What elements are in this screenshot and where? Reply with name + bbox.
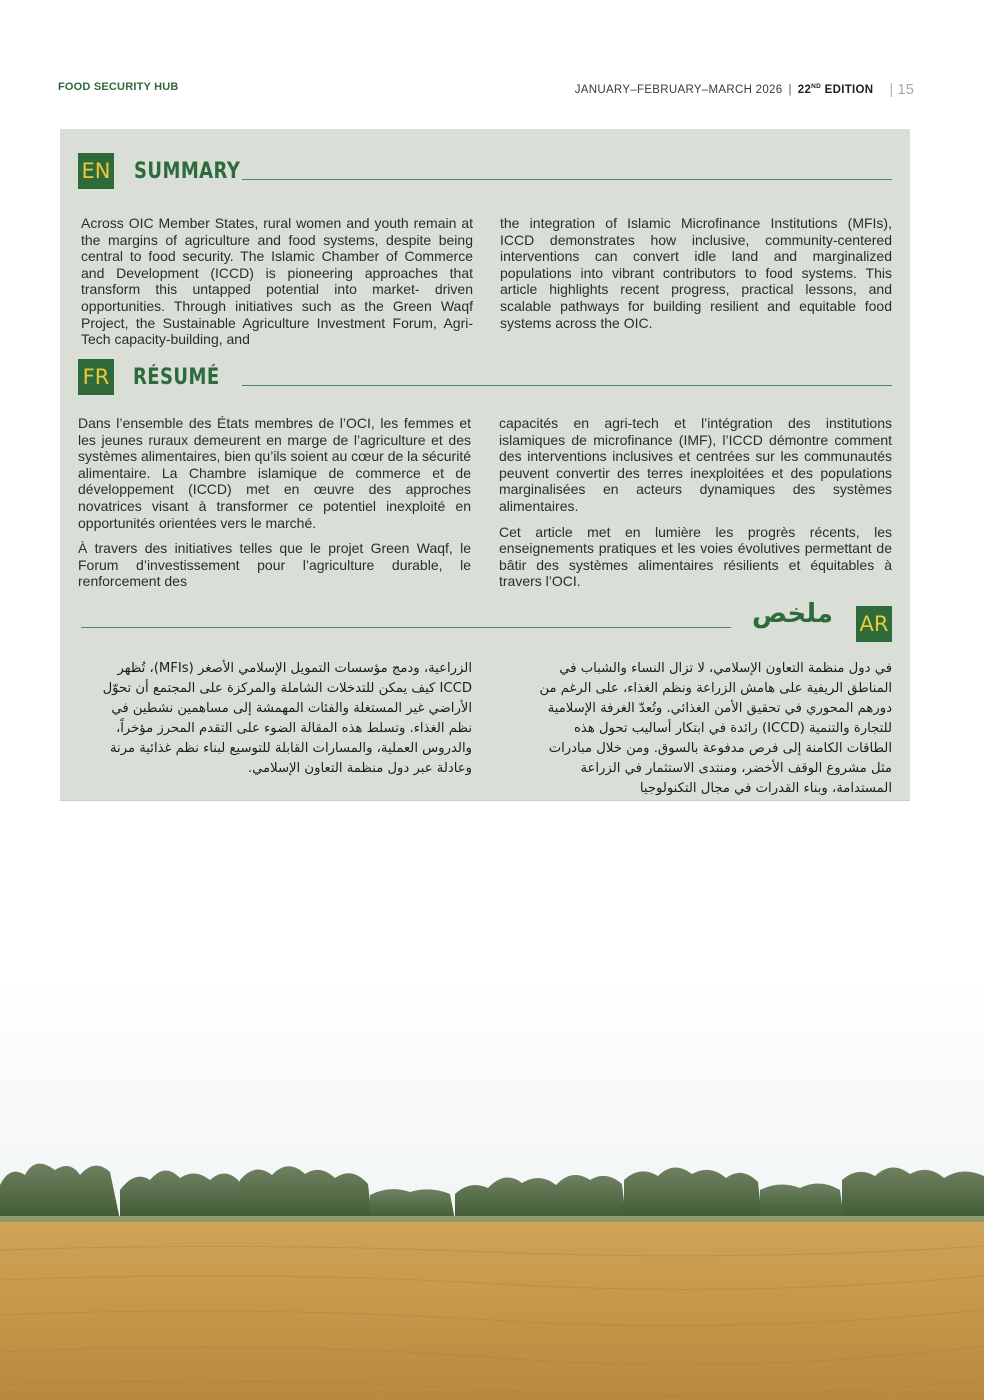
section-divider	[242, 385, 892, 386]
language-badge-ar: AR	[856, 606, 892, 642]
page-number: | 15	[889, 81, 914, 98]
section-divider	[81, 627, 731, 628]
summary-ar-paragraph: الزراعية، ودمج مؤسسات التمويل الإسلامي الأصغر (MFIs)، تُظهر ICCD كيف يمكن للتدخلات الشاملة والمركزة على المجتمع أن تحوّل الأراضي غير المستغلة والفئات المهمشة إلى مساهمين نشطين في نظم الغذاء. وتسلط هذه المقالة الضوء على التقدم المحرز مؤخراً، والدروس العملية، والمسارات القابلة للتوسيع لبناء نظم غذائية مرنة وعادلة عبر دول منظمة التعاون الإسلامي.	[102, 661, 472, 776]
summary-heading-fr: RÉSUMÉ	[133, 365, 220, 390]
issue-info	[575, 81, 914, 98]
summary-fr-paragraph: Dans l’ensemble des États membres de l’OCI, les femmes et les jeunes ruraux demeurent en marge de l’agriculture et des systèmes alimentaires, bien qu’ils soient au cœur de la sécurité alimentaire. La Chambre islamique de commerce et de développement (ICCD) met en œuvre des approches novatrices visant à transformer ce potentiel inexploité en opportunités orientées vers le marché.	[78, 415, 471, 531]
summary-ar-column-right	[526, 659, 892, 799]
summary-fr-paragraph: Cet article met en lumière les progrès récents, les enseignements pratiques et les voies évolutives permettant de bâtir des systèmes alimentaires résilients et équitables à travers l’OCI.	[499, 523, 892, 590]
wheat-field-illustration	[0, 980, 984, 1400]
issue-date: JANUARY–FEBRUARY–MARCH 2026	[574, 83, 783, 96]
summary-ar-paragraph: في دول منظمة التعاون الإسلامي، لا تزال النساء والشباب في المناطق الريفية على هامش الزراعة ونظم الغذاء، على الرغم من دورهم المحوري في تحقيق الأمن الغذائي. وتُعدّ الغرفة الإسلامية للتجارة والتنمية (ICCD) رائدة في ابتكار أساليب تحول هذه الطاقات الكامنة إلى فرص مدفوعة بالسوق. ومن خلال مبادرات مثل مشروع الوقف الأخضر، ومنتدى الاستثمار في الزراعة المستدامة، وبناء القدرات في مجال التكنولوجيا	[539, 661, 892, 796]
edition-text: EDITION	[821, 84, 874, 96]
summary-heading-ar: ملخص	[752, 599, 833, 629]
summary-en-paragraph: Across OIC Member States, rural women and youth remain at the margins of agriculture and food systems, despite being central to food security. The Islamic Chamber of Commerce and Development (ICCD) is pioneering approaches that transform this untapped potential into market- driven opportunities. Through initiatives such as the Green Waqf Project, the Sustainable Agriculture Investment Forum, Agri-Tech capacity-building, and	[81, 215, 473, 348]
edition-number: 22	[797, 84, 812, 96]
summary-heading-en: SUMMARY	[134, 159, 241, 184]
summary-en-column-2	[500, 215, 892, 331]
summary-fr-paragraph: À travers des initiatives telles que le projet Green Waqf, le Forum d’investissement pour l’agriculture durable, le renforcement des	[78, 540, 471, 590]
summary-fr-paragraph: capacités en agri-tech et l’intégration des institutions islamiques de microfinance (IMF), l’ICCD démontre comment des interventions inclusives et centrées sur les communautés peuvent convertir des terres inexploitées et des populations marginalisées en acteurs dynamiques des systèmes alimentaires.	[499, 415, 892, 514]
language-badge-fr: FR	[78, 359, 114, 395]
wheat-field-image	[0, 980, 984, 1400]
summary-panel	[60, 129, 910, 801]
section-divider	[242, 179, 892, 180]
summary-en-column-1	[81, 215, 473, 348]
separator: |	[788, 83, 792, 96]
summary-fr-column-2	[499, 415, 892, 590]
summary-en-paragraph: the integration of Islamic Microfinance Institutions (MFIs), ICCD demonstrates how inclusive, community-centered interventions can convert idle land and marginalized populations into vibrant contributors to food systems. This article highlights recent progress, practical lessons, and scalable pathways for building resilient and equitable food systems across the OIC.	[500, 215, 892, 331]
publication-title: FOOD SECURITY HUB	[58, 81, 179, 93]
edition-label	[798, 83, 874, 96]
edition-suffix: ND	[811, 83, 822, 90]
summary-fr-column-1	[78, 415, 471, 590]
summary-ar-column-left	[84, 659, 472, 779]
language-badge-en: EN	[78, 153, 114, 189]
